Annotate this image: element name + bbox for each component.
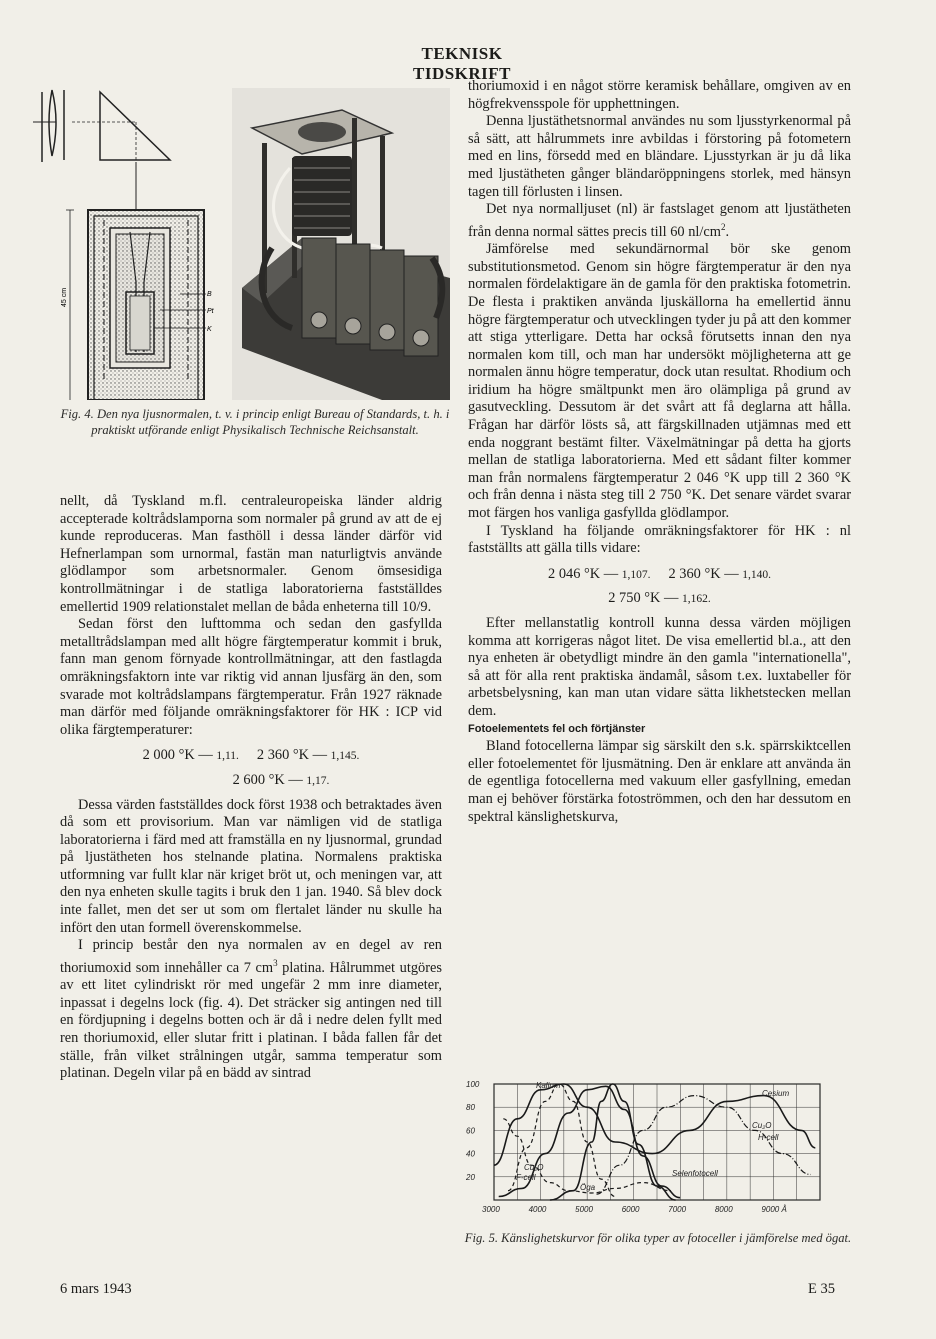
fig4-label-k: K — [207, 326, 212, 333]
formula-value: 1,145. — [330, 750, 360, 763]
right-paragraph-1: thoriumoxid i en något större keramisk behållare, omgiven av en högfrekvensspole för upphettningen. — [468, 78, 851, 112]
x-tick-label: 6000 — [621, 1205, 640, 1214]
superscript: 3 — [273, 957, 278, 968]
x-tick-label: 5000 — [575, 1205, 593, 1214]
left-formula-line-1 — [60, 747, 442, 766]
left-formula-line-2 — [60, 772, 442, 791]
curve-label-cu2o-f: Cu₂O — [524, 1163, 544, 1172]
text-run: I princip består den nya normalen av en degel av ren thoriumoxid som innehåller ca 7 cm — [60, 937, 442, 976]
fig4-label-pt: Pt — [207, 308, 214, 315]
text-run: platina. Hålrummet utgöres av ett litet cylindriskt rör med ungefär 2 mm inre diameter, inpassat i degelns lock (fig. 4). Det sträcker sig antingen ned till en fördjupning i degelns botten och är då i nedre delen fyllt med ren thoriumoxid, eller slutar fritt i platinan. I båda fallen får det ställe, från vilket strålningen utgår, samma temperatur som platinan. Degeln vilar på en bädd av sintrad — [60, 959, 442, 1082]
y-tick-label: 60 — [466, 1126, 475, 1136]
left-paragraph-1: nellt, då Tyskland m.fl. centraleuropeiska länder aldrig accepterade koltrådslamporna som normaler på grund av att de ej kunde reproduceras. Man fasthöll i dessa länder därför vid Hefnerlampan som urnormal, fastän man naturligtvis använde glödlampor som arbetsnormaler. Genom ömsesidiga kontrollmätningar i de statliga laboratorierna fastställdes emellertid 1909 relationstalet mellan de båda enheterna till 10/9. — [60, 493, 442, 615]
formula-value: 1,162. — [681, 593, 711, 606]
chart-series — [494, 1084, 815, 1200]
left-paragraph-2: Sedan först den lufttomma och sedan den gasfyllda metalltrådslampan med allt högre färgtemperatur kommit i bruk, fann man genom förnyade kontrollmätningar, att den fastlagda omräkningsfaktorn inte var riktig vid annan ljusfärg än den, som svarade mot koltrådslampans färgtemperatur. Från 1927 räknade man därför med följande omräkningsfaktorer för HK : ICP vid olika färgtemperaturer: — [60, 616, 442, 738]
right-paragraph-6: Efter mellanstatlig kontroll kunna dessa värden möjligen komma att korrigeras något litet. De visa emellertid bl.a., att den nya enheten är obetydligt mindre än den gamla "internationella", så att för alla rent praktiska ändamål, såsom t.ex. luxtabeller för arbetsbelysning, kan man utan vidare sätta likhetstecken mellan dem. — [468, 615, 851, 719]
y-tick-label: 80 — [466, 1103, 475, 1113]
formula-term: 2 750 °K — — [608, 590, 682, 607]
fig4-schematic-drawing — [30, 82, 220, 400]
right-paragraph-4: Jämförelse med sekundärnormal bör ske genom substitutionsmetod. Genom sin högre färgtemperatur är den nya normalen fördelaktigare än de gamla för den praktiska fotometrin. De flesta i praktiken använda ljuskällorna ha emellertid ännu högre färgtemperatur och utvecklingen tyder ju på att den kommer att stiga ytterligare. Detta har också förutsetts innan den nya normalen kom till, och man har undersökt möjligheterna att ge normalen ännu högre temperatur, dock utan resultat. Rhodium och iridium ha högre smältpunkt men äro olämpliga på grund av gasutveckling. Dessutom är det svårt att få deglarna att hålla. Frågan har därför lösts så, att färgskillnaden utjämnas med ett enda noggrant bestämt filter. Växelmätningar på detta ha gjorts mellan de statliga laboratorierna. Med ett sådant filter kommer man från normalens färgtemperatur 2 046 °K upp till 2 360 °K och från denna i nästa steg till 2 750 °K. Det senare värdet svarar mot färgen hos vanliga gasfyllda glödlampor. — [468, 241, 851, 522]
x-tick-label: 4000 — [528, 1205, 547, 1214]
curve-label-fcell: F-cell — [516, 1173, 536, 1182]
formula-value: 1,11. — [216, 750, 239, 763]
right-formula-line-2 — [468, 590, 851, 609]
right-paragraph-2: Denna ljustäthetsnormal användes nu som ljusstyrkenormal på så sätt, att hålrummets inre avbildas i förstoring på fotometern med en lins, försedd med en bländare. Ljusstyrkan är ju då lika med ljustätheten gånger bländaröppningens storlek, med hänsyn tagen till förlusten i linsen. — [468, 113, 851, 200]
left-paragraph-4 — [60, 937, 442, 1083]
right-paragraph-3 — [468, 201, 851, 241]
curve-label-cu2o: Cu₂O — [752, 1121, 772, 1130]
x-tick-label: 7000 — [668, 1205, 687, 1214]
curve-label-selen: Selenfotocell — [672, 1169, 718, 1178]
fig4-caption: Fig. 4. Den nya ljusnormalen, t. v. i princip enligt Bureau of Standards, t. h. i praktiskt utförande enligt Physikalisch Technische Reichsanstalt. — [60, 407, 450, 437]
right-column — [468, 78, 851, 826]
footer-date: 6 mars 1943 — [60, 1281, 132, 1297]
fig4-label-b: B — [207, 291, 212, 298]
curve-label-cesium: Cesium — [762, 1089, 790, 1098]
fig4-dimension-label: 45 cm — [61, 287, 68, 307]
curve-label-hcell: H-cell — [758, 1133, 779, 1142]
formula-term: 2 360 °K — — [650, 565, 743, 582]
text-run: . — [725, 223, 730, 240]
x-tick-label: 3000 — [482, 1205, 500, 1214]
right-paragraph-7: Bland fotocellerna lämpar sig särskilt den s.k. spärrskiktcellen eller fotoelementet för ljusmätning. Den är enklare att använda än de egentliga fotocellerna med vakuum eller gasfyllning, emedan man ej behöver förstärka fotoströmmen, och den har dessutom en spektral känslighetskurva, — [468, 738, 851, 825]
fig5-caption: Fig. 5. Känslighetskurvor för olika typer av fotoceller i jämförelse med ögat. — [464, 1231, 852, 1245]
text-run: Det nya normalljuset (nl) är fastslaget genom att ljustätheten från denna normal sättes precis till 60 nl/cm — [468, 201, 851, 240]
left-paragraph-3: Dessa värden fastställdes dock först 1938 och betraktades även då som ett provisorium. Man var nämligen vid de statliga laboratorierna i färd med att framställa en ny ljusnormal, grundad på ljustätheten hos stelnande platina. Normalens praktiska utformning var fullt klar när kriget bröt ut, och meningen var, att den nya enheten skulle tagits i bruk den 1 jan. 1940. Så blev dock inte fallet, men det ser ut som om flertalet länder nu skulle ha infört den utan formell överenskommelse. — [60, 796, 442, 936]
x-tick-label: 8000 — [714, 1205, 733, 1214]
chart-x-ticks — [482, 1205, 787, 1214]
formula-value: 1,140. — [742, 568, 771, 581]
right-paragraph-5: I Tyskland ha följande omräkningsfaktorer för HK : nl fastställts att gälla tills vidare: — [468, 522, 851, 557]
y-tick-label: 20 — [466, 1172, 475, 1182]
formula-value: 1,17. — [306, 774, 330, 787]
y-tick-label: 100 — [466, 1080, 480, 1089]
footer-page-number: E 35 — [808, 1281, 835, 1297]
formula-term: 2 600 °K — — [232, 771, 307, 788]
left-column — [60, 493, 442, 1083]
curve-label-kalium: Kalium — [536, 1081, 561, 1090]
section-subheading: Fotoelementets fel och förtjänster — [468, 722, 646, 735]
journal-title: TEKNISK TIDSKRIFT — [412, 44, 512, 83]
chart-y-ticks — [465, 1080, 480, 1182]
formula-term: 2 046 °K — — [548, 565, 622, 582]
curve-label-oga: Öga — [580, 1183, 596, 1192]
formula-term: 2 000 °K — — [142, 747, 217, 764]
superscript: 2 — [720, 221, 726, 232]
y-tick-label: 40 — [466, 1149, 475, 1159]
fig5-sensitivity-chart — [462, 1072, 842, 1222]
fig4-apparatus-photo — [232, 88, 450, 400]
x-tick-label: 9000 Å — [761, 1205, 787, 1214]
formula-value: 1,107. — [621, 568, 651, 581]
formula-term: 2 360 °K — — [238, 747, 331, 764]
right-formula-line-1 — [468, 566, 851, 585]
